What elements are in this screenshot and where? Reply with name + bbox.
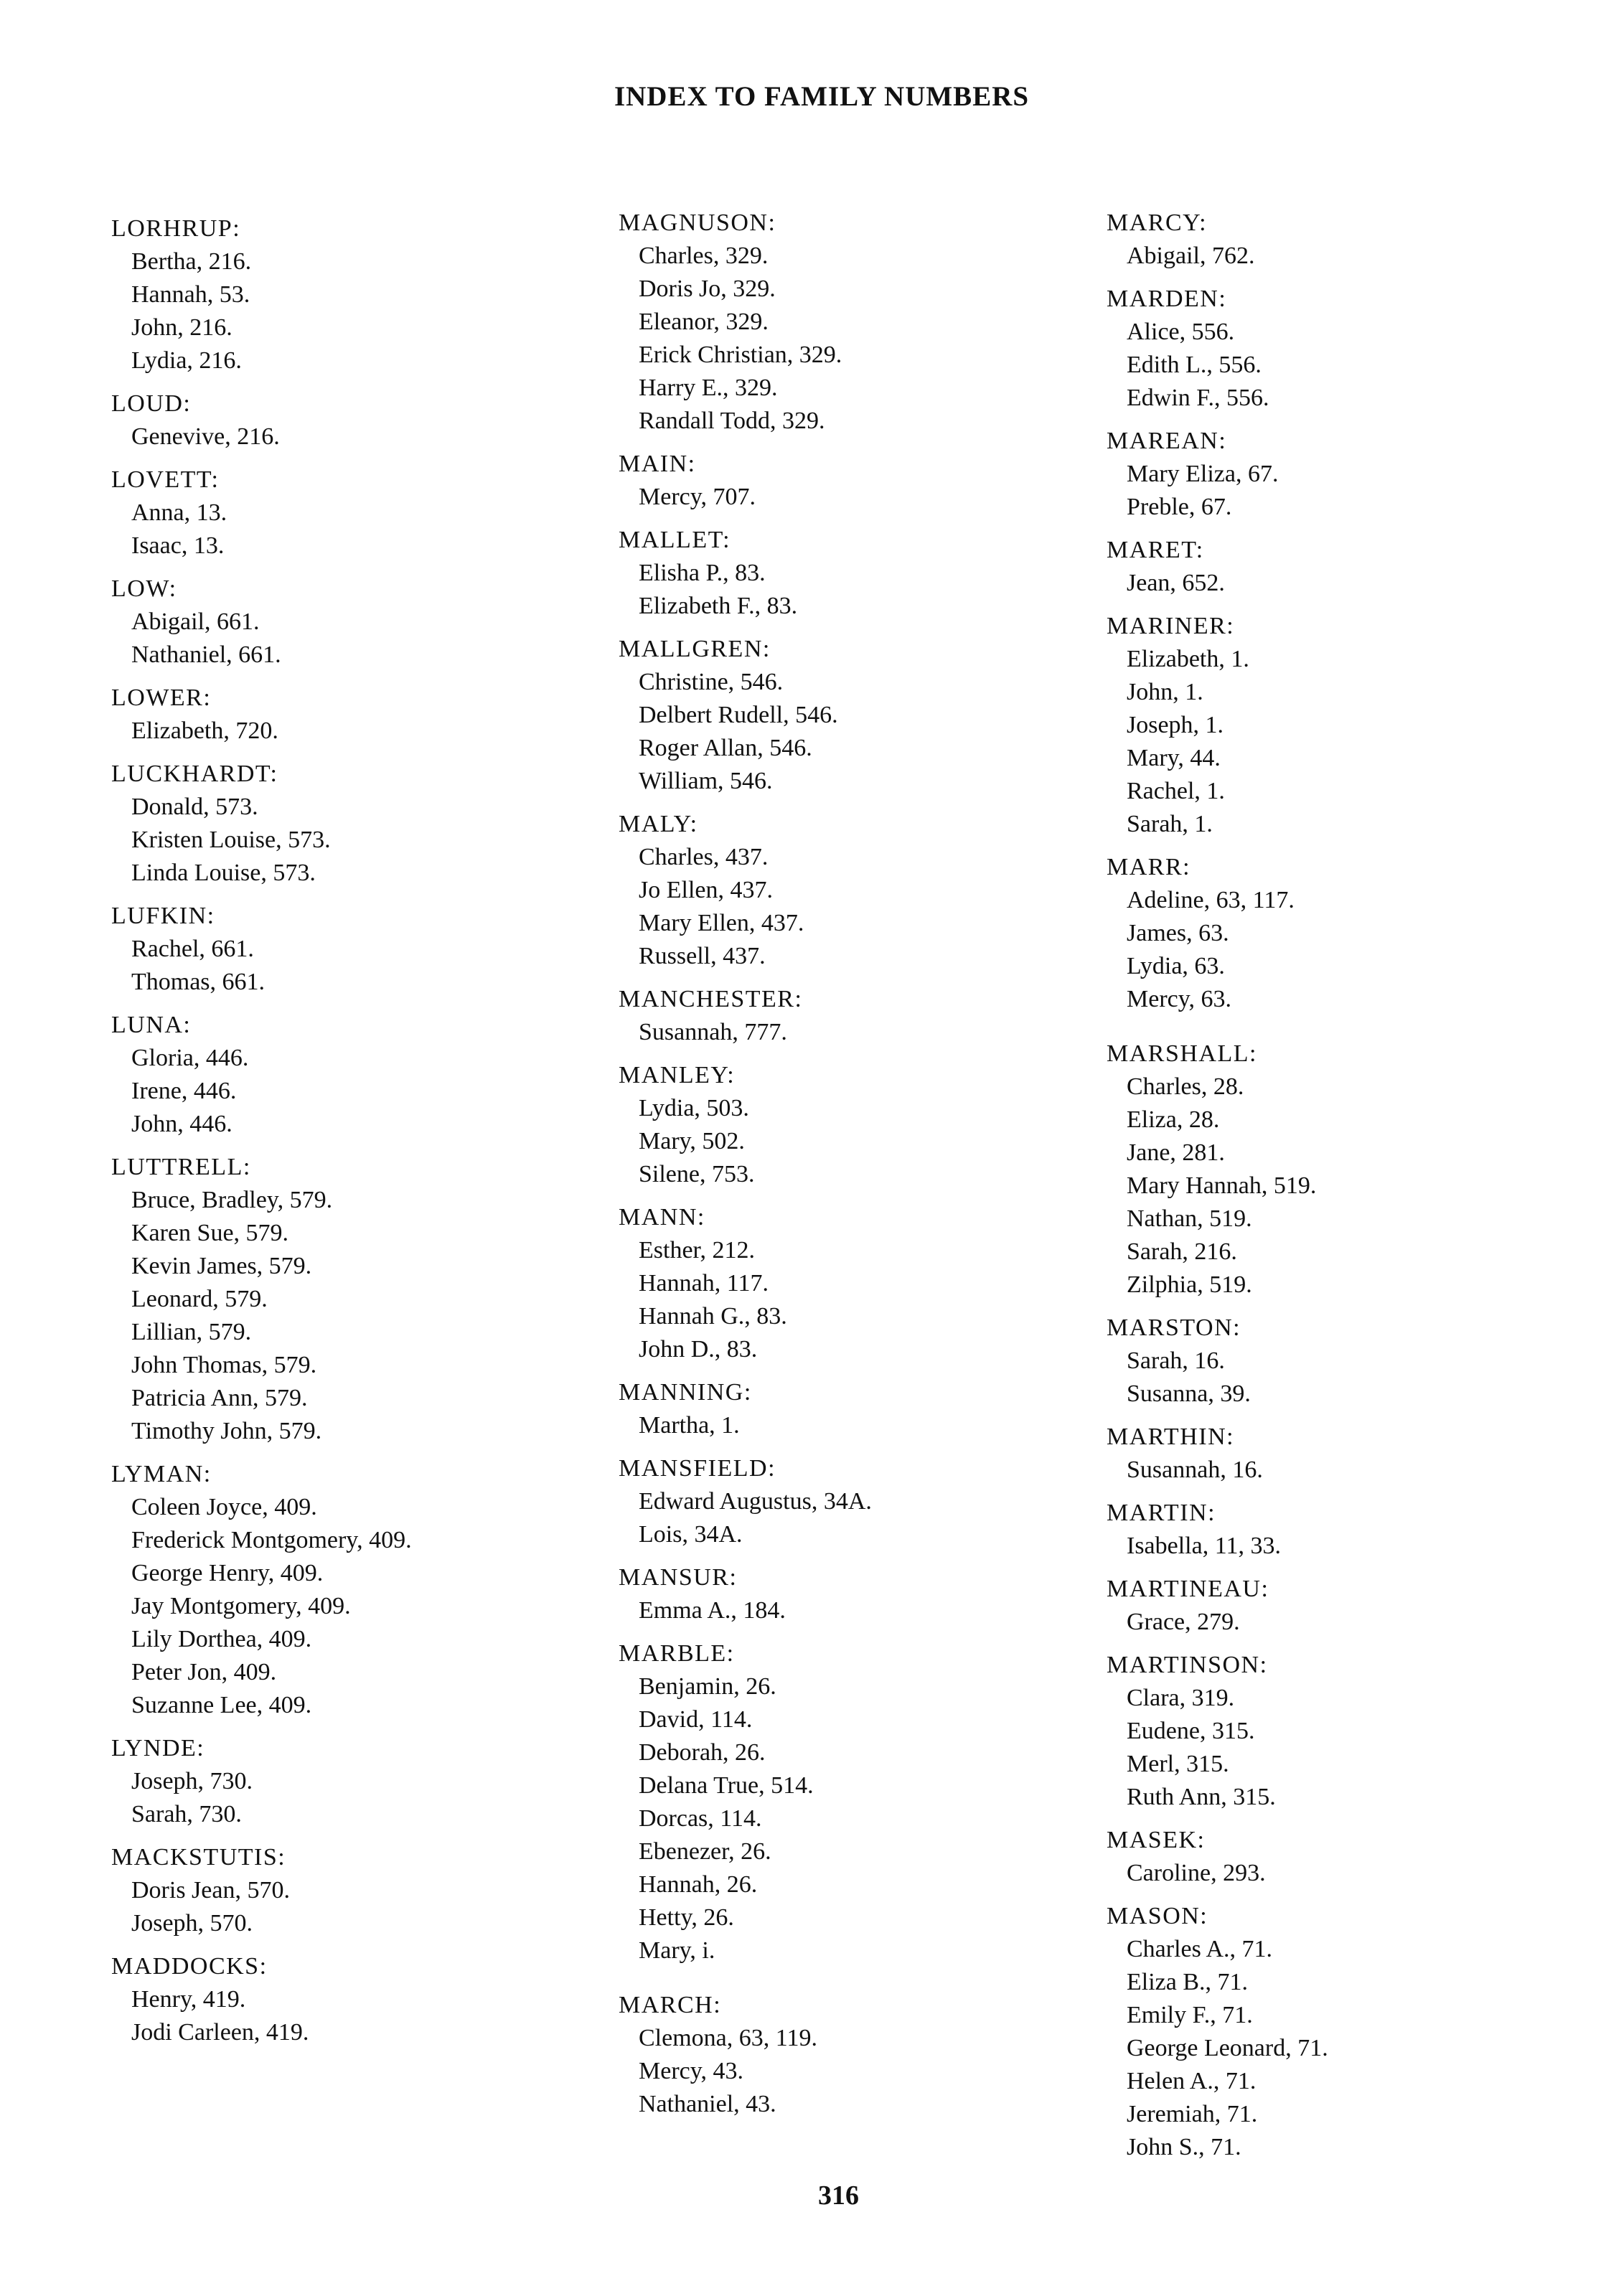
given-name-list bbox=[619, 1594, 872, 1627]
given-name-list bbox=[111, 497, 412, 563]
given-name-entry: Delana True, 514. bbox=[639, 1772, 814, 1799]
index-entry bbox=[619, 633, 872, 798]
given-name-list bbox=[619, 841, 872, 973]
given-name-entry: Mary, 44. bbox=[1127, 745, 1221, 771]
given-name-entry: Nathaniel, 661. bbox=[131, 641, 281, 668]
given-name-list bbox=[111, 791, 412, 890]
given-name-list bbox=[619, 666, 872, 798]
index-entry bbox=[619, 1201, 872, 1366]
given-name-entry: Roger Allan, 546. bbox=[639, 735, 812, 761]
given-name-entry: Joseph, 1. bbox=[1127, 712, 1224, 738]
given-name-entry: Irene, 446. bbox=[131, 1078, 237, 1104]
surname-heading: LUTTRELL: bbox=[111, 1154, 251, 1180]
given-name-entry: Joseph, 570. bbox=[131, 1910, 253, 1937]
given-name-list bbox=[1107, 1530, 1328, 1563]
surname-heading: MANLEY: bbox=[619, 1062, 736, 1088]
index-entry bbox=[111, 682, 412, 748]
given-name-entry: Delbert Rudell, 546. bbox=[639, 702, 838, 728]
given-name-entry: Zilphia, 519. bbox=[1127, 1271, 1252, 1298]
given-name-entry: Charles, 28. bbox=[1127, 1073, 1244, 1100]
given-name-entry: Caroline, 293. bbox=[1127, 1860, 1266, 1886]
surname-heading: MALLET: bbox=[619, 527, 731, 553]
index-entry bbox=[1107, 1649, 1328, 1814]
surname-heading: MALLGREN: bbox=[619, 636, 771, 662]
given-name-entry: Patricia Ann, 579. bbox=[131, 1385, 308, 1411]
given-name-entry: Silene, 753. bbox=[639, 1161, 755, 1187]
given-name-entry: Sarah, 1. bbox=[1127, 811, 1213, 837]
given-name-entry: Doris Jo, 329. bbox=[639, 276, 776, 302]
given-name-list bbox=[1107, 1454, 1328, 1487]
given-name-entry: Mercy, 43. bbox=[639, 2058, 744, 2084]
given-name-list bbox=[1107, 1606, 1328, 1639]
index-entry bbox=[1107, 1421, 1328, 1487]
index-entry bbox=[1107, 283, 1328, 415]
given-name-entry: Esther, 212. bbox=[639, 1237, 755, 1264]
surname-heading: MARR: bbox=[1107, 854, 1191, 880]
given-name-entry: Linda Louise, 573. bbox=[131, 860, 316, 886]
surname-heading: LUFKIN: bbox=[111, 903, 215, 929]
surname-heading: MARSHALL: bbox=[1107, 1040, 1257, 1067]
given-name-entry: Hannah, 26. bbox=[639, 1871, 758, 1898]
surname-heading: MARET: bbox=[1107, 537, 1204, 563]
index-entry bbox=[1107, 1312, 1328, 1411]
given-name-list bbox=[619, 1016, 872, 1049]
index-entry bbox=[111, 573, 412, 672]
index-entry bbox=[111, 1950, 412, 2049]
given-name-entry: Erick Christian, 329. bbox=[639, 342, 842, 368]
index-entry bbox=[619, 1452, 872, 1551]
given-name-entry: Nathan, 519. bbox=[1127, 1205, 1252, 1232]
given-name-entry: Jean, 652. bbox=[1127, 570, 1225, 596]
given-name-entry: Timothy John, 579. bbox=[131, 1418, 322, 1444]
given-name-entry: Mary, i. bbox=[639, 1937, 715, 1964]
surname-heading: MADDOCKS: bbox=[111, 1953, 268, 1980]
surname-heading: MARBLE: bbox=[619, 1640, 735, 1667]
given-name-list bbox=[111, 715, 412, 748]
surname-heading: LOWER: bbox=[111, 684, 212, 711]
index-entry bbox=[111, 1841, 412, 1940]
given-name-entry: David, 114. bbox=[639, 1706, 753, 1733]
given-name-entry: Harry E., 329. bbox=[639, 375, 778, 401]
index-entry bbox=[619, 1561, 872, 1627]
surname-heading: MARSTON: bbox=[1107, 1314, 1241, 1341]
given-name-entry: Ruth Ann, 315. bbox=[1127, 1784, 1276, 1810]
index-entry bbox=[111, 1732, 412, 1831]
given-name-list bbox=[619, 2022, 872, 2121]
index-entry bbox=[111, 212, 412, 377]
given-name-list bbox=[1107, 458, 1328, 524]
index-entry bbox=[111, 1458, 412, 1722]
given-name-list bbox=[1107, 1071, 1328, 1302]
given-name-entry: Charles A., 71. bbox=[1127, 1936, 1273, 1962]
index-entry bbox=[1107, 1038, 1328, 1302]
surname-heading: MANSUR: bbox=[619, 1564, 738, 1591]
given-name-list bbox=[111, 606, 412, 672]
given-name-list bbox=[619, 1092, 872, 1191]
given-name-entry: Lily Dorthea, 409. bbox=[131, 1626, 312, 1652]
given-name-entry: George Leonard, 71. bbox=[1127, 2035, 1328, 2061]
index-entry bbox=[619, 808, 872, 973]
surname-heading: MANCHESTER: bbox=[619, 986, 803, 1012]
index-column-3 bbox=[1107, 207, 1328, 2174]
given-name-entry: Edward Augustus, 34A. bbox=[639, 1488, 872, 1515]
given-name-entry: Mary, 502. bbox=[639, 1128, 745, 1154]
surname-heading: LOUD: bbox=[111, 390, 192, 417]
index-entry bbox=[111, 387, 412, 453]
given-name-list bbox=[111, 933, 412, 999]
surname-heading: LYMAN: bbox=[111, 1461, 212, 1487]
given-name-entry: Christine, 546. bbox=[639, 669, 784, 695]
given-name-entry: Elisha P., 83. bbox=[639, 560, 766, 586]
given-name-list bbox=[1107, 643, 1328, 841]
given-name-list bbox=[619, 557, 872, 623]
given-name-entry: Jeremiah, 71. bbox=[1127, 2101, 1258, 2127]
index-entry bbox=[619, 448, 872, 514]
given-name-entry: Charles, 437. bbox=[639, 844, 769, 870]
given-name-entry: Benjamin, 26. bbox=[639, 1673, 776, 1700]
given-name-entry: John S., 71. bbox=[1127, 2134, 1241, 2160]
given-name-entry: Merl, 315. bbox=[1127, 1751, 1229, 1777]
given-name-entry: Mercy, 707. bbox=[639, 484, 756, 510]
given-name-entry: Mary Ellen, 437. bbox=[639, 910, 804, 936]
surname-heading: LOW: bbox=[111, 575, 177, 602]
index-entry bbox=[1107, 851, 1328, 1016]
given-name-entry: Rachel, 661. bbox=[131, 936, 254, 962]
given-name-entry: Nathaniel, 43. bbox=[639, 2091, 776, 2117]
given-name-list bbox=[619, 1485, 872, 1551]
given-name-entry: Eliza B., 71. bbox=[1127, 1969, 1249, 1995]
surname-heading: MARTIN: bbox=[1107, 1500, 1216, 1526]
surname-heading: MARCY: bbox=[1107, 210, 1208, 236]
given-name-list bbox=[619, 481, 872, 514]
index-entry bbox=[111, 464, 412, 563]
given-name-entry: Eliza, 28. bbox=[1127, 1106, 1220, 1133]
surname-heading: MASON: bbox=[1107, 1903, 1208, 1929]
surname-heading: MASEK: bbox=[1107, 1827, 1206, 1853]
given-name-list bbox=[619, 1409, 872, 1442]
given-name-entry: Karen Sue, 579. bbox=[131, 1220, 289, 1246]
given-name-entry: George Henry, 409. bbox=[131, 1560, 324, 1586]
given-name-list bbox=[619, 240, 872, 438]
index-entry bbox=[111, 900, 412, 999]
index-entry bbox=[619, 524, 872, 623]
given-name-entry: Clara, 319. bbox=[1127, 1685, 1235, 1711]
given-name-list bbox=[111, 1874, 412, 1940]
given-name-entry: Isaac, 13. bbox=[131, 532, 225, 559]
given-name-entry: Elizabeth, 1. bbox=[1127, 646, 1249, 672]
given-name-entry: Abigail, 661. bbox=[131, 608, 260, 635]
given-name-entry: Gloria, 446. bbox=[131, 1045, 249, 1071]
index-column-1 bbox=[111, 212, 412, 2059]
given-name-entry: Jane, 281. bbox=[1127, 1139, 1225, 1166]
surname-heading: MARDEN: bbox=[1107, 286, 1227, 312]
given-name-entry: Deborah, 26. bbox=[639, 1739, 766, 1766]
given-name-entry: Dorcas, 114. bbox=[639, 1805, 762, 1832]
given-name-entry: Doris Jean, 570. bbox=[131, 1877, 290, 1904]
given-name-entry: Peter Jon, 409. bbox=[131, 1659, 277, 1685]
surname-heading: MARTINSON: bbox=[1107, 1652, 1268, 1678]
given-name-entry: Coleen Joyce, 409. bbox=[131, 1494, 317, 1520]
surname-heading: MANN: bbox=[619, 1204, 705, 1231]
given-name-entry: Kevin James, 579. bbox=[131, 1253, 312, 1279]
given-name-entry: John Thomas, 579. bbox=[131, 1352, 317, 1378]
given-name-entry: Edwin F., 556. bbox=[1127, 385, 1269, 411]
given-name-entry: Bruce, Bradley, 579. bbox=[131, 1187, 333, 1213]
given-name-entry: Preble, 67. bbox=[1127, 494, 1232, 520]
surname-heading: MALY: bbox=[619, 811, 698, 837]
surname-heading: LYNDE: bbox=[111, 1735, 205, 1761]
given-name-entry: Anna, 13. bbox=[131, 499, 227, 526]
given-name-entry: Russell, 437. bbox=[639, 943, 766, 969]
given-name-list bbox=[111, 1491, 412, 1722]
surname-heading: MARCH: bbox=[619, 1992, 722, 2018]
index-entry bbox=[111, 1151, 412, 1448]
given-name-list bbox=[1107, 1857, 1328, 1890]
given-name-entry: Edith L., 556. bbox=[1127, 352, 1262, 378]
index-entry bbox=[619, 1637, 872, 1967]
given-name-entry: Emma A., 184. bbox=[639, 1597, 786, 1624]
given-name-entry: James, 63. bbox=[1127, 920, 1229, 946]
given-name-list bbox=[111, 1042, 412, 1141]
index-entry bbox=[619, 983, 872, 1049]
given-name-entry: Lydia, 503. bbox=[639, 1095, 749, 1121]
index-entry bbox=[619, 1989, 872, 2121]
given-name-entry: Lois, 34A. bbox=[639, 1521, 743, 1548]
given-name-entry: Genevive, 216. bbox=[131, 423, 280, 450]
given-name-entry: Susannah, 16. bbox=[1127, 1457, 1263, 1483]
given-name-list bbox=[1107, 1682, 1328, 1814]
given-name-entry: John D., 83. bbox=[639, 1336, 758, 1363]
surname-heading: MAIN: bbox=[619, 451, 696, 477]
surname-heading: MANNING: bbox=[619, 1379, 752, 1406]
given-name-entry: Mary Hannah, 519. bbox=[1127, 1172, 1317, 1199]
given-name-entry: Randall Todd, 329. bbox=[639, 408, 825, 434]
index-entry bbox=[619, 1059, 872, 1191]
surname-heading: MANSFIELD: bbox=[619, 1455, 776, 1482]
given-name-list bbox=[1107, 316, 1328, 415]
surname-heading: LUCKHARDT: bbox=[111, 761, 278, 787]
given-name-entry: Frederick Montgomery, 409. bbox=[131, 1527, 412, 1553]
given-name-entry: Elizabeth F., 83. bbox=[639, 593, 798, 619]
index-entry bbox=[111, 1009, 412, 1141]
given-name-list bbox=[619, 1234, 872, 1366]
given-name-list bbox=[111, 420, 412, 453]
given-name-entry: Joseph, 730. bbox=[131, 1768, 253, 1794]
given-name-entry: Emily F., 71. bbox=[1127, 2002, 1253, 2028]
given-name-list bbox=[1107, 567, 1328, 600]
given-name-entry: Sarah, 216. bbox=[1127, 1238, 1237, 1265]
index-entry bbox=[1107, 1900, 1328, 2164]
index-column-2 bbox=[619, 207, 872, 2131]
given-name-entry: John, 1. bbox=[1127, 679, 1203, 705]
given-name-entry: Isabella, 11, 33. bbox=[1127, 1533, 1281, 1559]
given-name-entry: Sarah, 730. bbox=[131, 1801, 242, 1827]
given-name-entry: Rachel, 1. bbox=[1127, 778, 1225, 804]
given-name-entry: Hannah, 117. bbox=[639, 1270, 769, 1297]
given-name-entry: Suzanne Lee, 409. bbox=[131, 1692, 312, 1718]
given-name-entry: Bertha, 216. bbox=[131, 248, 252, 275]
index-entry bbox=[1107, 610, 1328, 841]
given-name-entry: John, 446. bbox=[131, 1111, 233, 1137]
given-name-entry: Jo Ellen, 437. bbox=[639, 877, 773, 903]
given-name-entry: Grace, 279. bbox=[1127, 1609, 1240, 1635]
given-name-entry: Susanna, 39. bbox=[1127, 1380, 1251, 1407]
surname-heading: LUNA: bbox=[111, 1012, 192, 1038]
given-name-entry: Abigail, 762. bbox=[1127, 243, 1255, 269]
given-name-entry: Kristen Louise, 573. bbox=[131, 827, 331, 853]
given-name-entry: Leonard, 579. bbox=[131, 1286, 268, 1312]
surname-heading: MAREAN: bbox=[1107, 428, 1227, 454]
given-name-entry: Eleanor, 329. bbox=[639, 309, 769, 335]
index-entry bbox=[1107, 1497, 1328, 1563]
given-name-list bbox=[1107, 1345, 1328, 1411]
given-name-list bbox=[619, 1670, 872, 1967]
surname-heading: MAGNUSON: bbox=[619, 210, 776, 236]
surname-heading: LORHRUP: bbox=[111, 215, 241, 242]
given-name-entry: Martha, 1. bbox=[639, 1412, 740, 1439]
given-name-entry: Lydia, 216. bbox=[131, 347, 242, 374]
given-name-list bbox=[111, 245, 412, 377]
given-name-entry: William, 546. bbox=[639, 768, 773, 794]
given-name-entry: John, 216. bbox=[131, 314, 233, 341]
surname-heading: MARTHIN: bbox=[1107, 1424, 1235, 1450]
surname-heading: LOVETT: bbox=[111, 466, 220, 493]
given-name-entry: Thomas, 661. bbox=[131, 969, 266, 995]
given-name-entry: Charles, 329. bbox=[639, 243, 769, 269]
given-name-entry: Jodi Carleen, 419. bbox=[131, 2019, 309, 2046]
index-entry bbox=[1107, 534, 1328, 600]
given-name-list bbox=[111, 1184, 412, 1448]
index-entry bbox=[1107, 207, 1328, 273]
given-name-entry: Mary Eliza, 67. bbox=[1127, 461, 1279, 487]
given-name-entry: Lydia, 63. bbox=[1127, 953, 1225, 979]
given-name-entry: Alice, 556. bbox=[1127, 319, 1235, 345]
given-name-entry: Mercy, 63. bbox=[1127, 986, 1232, 1012]
surname-heading: MARINER: bbox=[1107, 613, 1235, 639]
given-name-entry: Hetty, 26. bbox=[639, 1904, 734, 1931]
given-name-list bbox=[1107, 884, 1328, 1016]
given-name-entry: Susannah, 777. bbox=[639, 1019, 787, 1045]
index-entry bbox=[619, 1376, 872, 1442]
page-title: INDEX TO FAMILY NUMBERS bbox=[614, 81, 1030, 112]
given-name-entry: Lillian, 579. bbox=[131, 1319, 252, 1345]
given-name-entry: Sarah, 16. bbox=[1127, 1347, 1225, 1374]
index-entry bbox=[1107, 1824, 1328, 1890]
page-number: 316 bbox=[818, 2180, 859, 2211]
given-name-entry: Elizabeth, 720. bbox=[131, 718, 278, 744]
index-entry bbox=[1107, 1573, 1328, 1639]
given-name-entry: Hannah G., 83. bbox=[639, 1303, 787, 1330]
surname-heading: MACKSTUTIS: bbox=[111, 1844, 286, 1871]
given-name-list bbox=[111, 1765, 412, 1831]
given-name-entry: Ebenezer, 26. bbox=[639, 1838, 771, 1865]
given-name-list bbox=[1107, 240, 1328, 273]
index-entry bbox=[111, 758, 412, 890]
index-entry bbox=[1107, 425, 1328, 524]
surname-heading: MARTINEAU: bbox=[1107, 1576, 1269, 1602]
given-name-entry: Clemona, 63, 119. bbox=[639, 2025, 817, 2051]
given-name-entry: Hannah, 53. bbox=[131, 281, 250, 308]
index-entry bbox=[619, 207, 872, 438]
given-name-entry: Jay Montgomery, 409. bbox=[131, 1593, 351, 1619]
given-name-entry: Helen A., 71. bbox=[1127, 2068, 1257, 2094]
given-name-entry: Eudene, 315. bbox=[1127, 1718, 1255, 1744]
given-name-entry: Adeline, 63, 117. bbox=[1127, 887, 1295, 913]
given-name-entry: Donald, 573. bbox=[131, 794, 258, 820]
given-name-list bbox=[1107, 1933, 1328, 2164]
given-name-list bbox=[111, 1983, 412, 2049]
given-name-entry: Henry, 419. bbox=[131, 1986, 246, 2013]
